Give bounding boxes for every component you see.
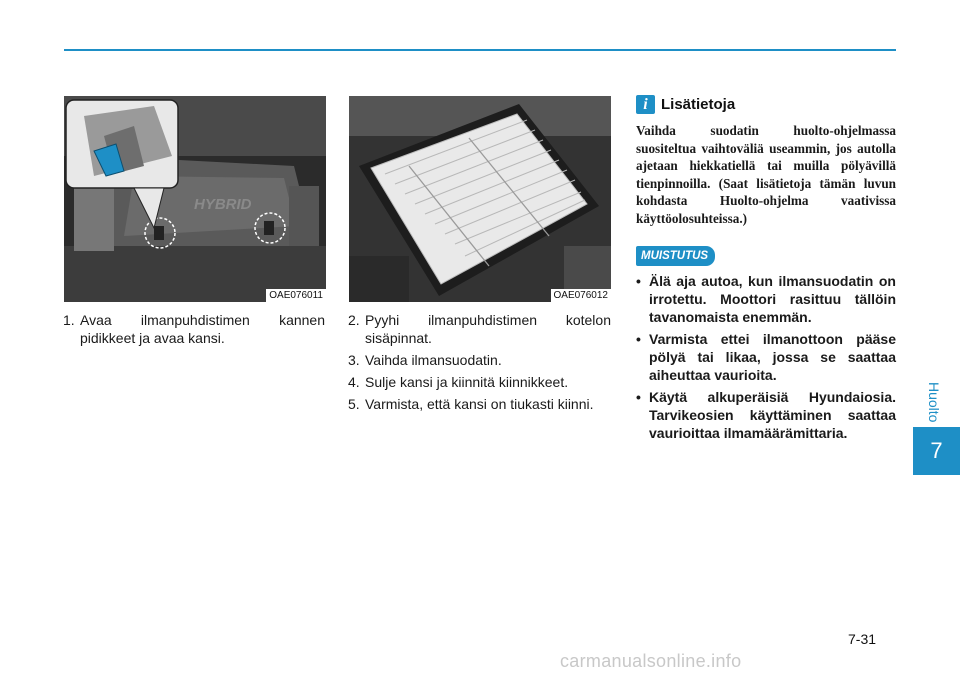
info-title: Lisätietoja [661,96,736,113]
notice-text: Käytä alkuperäisiä Hyundaiosia. Tarvikeosien käyttäminen saattaa vaurioittaa ilmamäärämittaria. [649,389,896,441]
header-rule [64,49,896,51]
steps-middle [348,311,611,417]
step-number: 5. [348,396,360,412]
notice-badge: MUISTUTUS [636,246,715,266]
air-filter-illustration [349,96,611,302]
figure-code: OAE076012 [551,289,612,302]
info-text: Vaihda suodatin huolto-ohjelmassa suositeltua vaihtoväliä useammin, jos autolla ajetaan hiekkatiellä tai muilla pölyävillä tienpinnoilla. (Saat lisätietoja tämän luvun kohdasta Huolto-ohjelma vaativissa käyttöolosuhteissa.) [636,123,896,226]
info-icon: i [636,95,655,114]
engine-cover-text: HYBRID [194,196,252,213]
notice-list [636,272,896,446]
step-text: Vaihda ilmansuodatin. [365,352,502,368]
notice-item: • Käytä alkuperäisiä Hyundaiosia. Tarvikeosien käyttäminen saattaa vaurioittaa ilmamäärämittaria. [636,389,896,441]
step-item [348,311,611,347]
figure-code: OAE076011 [266,289,326,302]
figure-engine-bay [64,96,326,302]
step-text: Sulje kansi ja kiinnitä kiinnikkeet. [365,374,569,390]
chapter-tab-label[interactable]: Huolto [926,381,942,423]
page-number: 7-31 [848,631,877,647]
step-number: 1. [63,312,75,328]
watermark[interactable]: carmanualsonline.info [560,651,742,671]
chapter-number-tab[interactable]: 7 [913,427,960,475]
step-text: Pyyhi ilmanpuhdistimen kotelon sisäpinnat. [365,312,611,346]
step-item [348,373,611,391]
step-number: 2. [348,312,360,328]
notice-item: • Varmista ettei ilmanottoon pääse pölyä tai likaa, jossa se saattaa aiheuttaa vaurioita. [636,331,896,383]
engine-bay-illustration [64,96,326,302]
notice-text: Varmista ettei ilmanottoon pääse pölyä tai likaa, jossa se saattaa aiheuttaa vaurioita. [649,331,896,383]
notice-text: Älä aja autoa, kun ilmansuodatin on irrotettu. Moottori rasittuu tällöin tavanomaista enemmän. [649,273,896,325]
step-number: 3. [348,352,360,368]
step-text: Avaa ilmanpuhdistimen kannen pidikkeet ja avaa kansi. [80,312,325,346]
steps-left [63,311,325,351]
step-number: 4. [348,374,360,390]
step-item [348,351,611,369]
step-item [348,395,611,413]
step-text: Varmista, että kansi on tiukasti kiinni. [365,396,594,412]
figure-air-filter [349,96,611,302]
notice-item: • Älä aja autoa, kun ilmansuodatin on irrotettu. Moottori rasittuu tällöin tavanomaista enemmän. [636,273,896,325]
info-heading [636,95,735,114]
step-item [63,311,325,347]
